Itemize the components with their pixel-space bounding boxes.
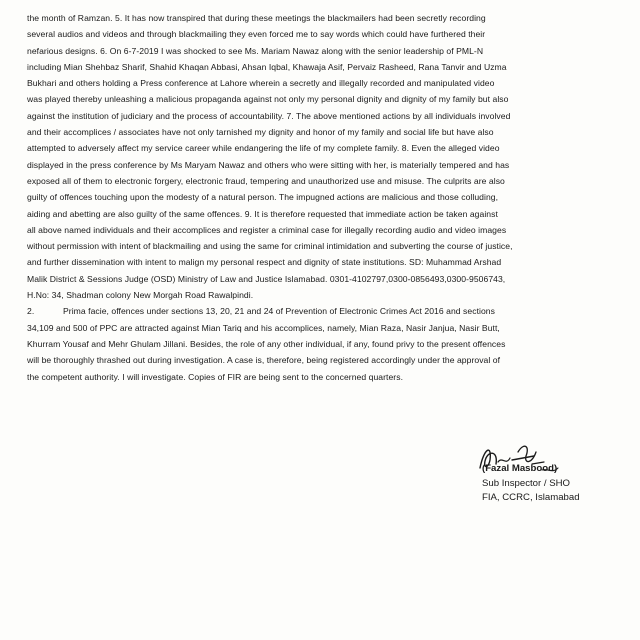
text-line: including Mian Shehbaz Sharif, Shahid Khaqan Abbasi, Ahsan Iqbal, Khawaja Asif, Pervaiz Rasheed, Rana Tanvir and Uzma [27,61,507,72]
text-line: Malik District & Sessions Judge (OSD) Ministry of Law and Justice Islamabad. 0301-4102797,0300-0856493,0300-9506743, [27,273,506,284]
text-line: H.No: 34, Shadman colony New Morgah Road Rawalpindi. [27,290,254,301]
text-line: Bukhari and others holding a Press conference at Lahore wherein a secretly and illegally recorded and manipulated video [27,78,495,89]
text-line: attempted to adversely affect my service career while endangering the life of my complete family. 8. Even the alleged video [27,143,500,154]
text-line: against the institution of judiciary and the process of accountability. 7. The above mentioned actions by all individuals involved [27,110,511,121]
text-line [27,303,634,319]
text-line: several audios and videos and through blackmailing they even forced me to say words which could have furthered their [27,29,486,40]
paragraph-number: 2. [27,306,35,317]
text-line: guilty of offences touching upon the modesty of a natural person. The impugned actions are malicious and those colluding, [27,192,499,203]
text-line-content: Prima facie, offences under sections 13, 20, 21 and 24 of Prevention of Electronic Crimes Act 2016 and sections [63,306,495,317]
text-line: nefarious designs. 6. On 6-7-2019 I was shocked to see Ms. Mariam Nawaz along with the senior leadership of PML-N [27,45,484,56]
text-line: exposed all of them to electronic forgery, electronic fraud, tempering and unauthorized use and misuse. The culprits are also [27,175,505,186]
paragraph-2 [27,303,634,384]
text-line: Khurram Yousaf and Mehr Ghulam Jillani. Besides, the role of any other individual, if any, found privy to the present offences [27,338,506,349]
signatory-designation: Sub Inspector / SHO [482,477,570,489]
text-line: and further dissemination with intent to malign my personal respect and dignity of state institutions. SD: Muhammad Arshad [27,257,502,268]
text-line: will be thoroughly thrashed out during investigation. A case is, therefore, being registered accordingly under the approval of [27,355,501,366]
signatory-details [482,462,580,506]
text-line: displayed in the press conference by Ms Maryam Nawaz and others who were sitting with her, is materially tempered and has [27,159,510,170]
text-line: aiding and abetting are also guilty of the same offences. 9. It is therefore requested that immediate action be taken against [27,208,498,219]
signature-block [472,438,622,533]
text-line: was played thereby unleashing a malicious propaganda against not only my personal dignity and dignity of my family but also [27,94,509,105]
text-line: all above named individuals and their accomplices and register a criminal case for illegally recording audio and video images [27,224,507,235]
signatory-name: (Fazal Masbood) [482,463,558,474]
text-line: the competent authority. I will investigate. Copies of FIR are being sent to the concerned quarters. [27,371,404,382]
document-body [27,10,634,385]
paragraph-1 [27,10,634,303]
signatory-office: FIA, CCRC, Islamabad [482,492,580,503]
text-line: without permission with intent of blackmailing and using the same for criminal intimidation and subverting the course of justice, [27,241,513,252]
text-line: 34,109 and 500 of PPC are attracted against Mian Tariq and his accomplices, namely, Mian Raza, Nasir Janjua, Nasir Butt, [27,322,500,333]
text-line: the month of Ramzan. 5. It has now transpired that during these meetings the blackmailers had been secretly recording [27,13,486,23]
text-line: and their accomplices / associates have not only tarnished my dignity and honor of my family and social life but have also [27,127,494,138]
